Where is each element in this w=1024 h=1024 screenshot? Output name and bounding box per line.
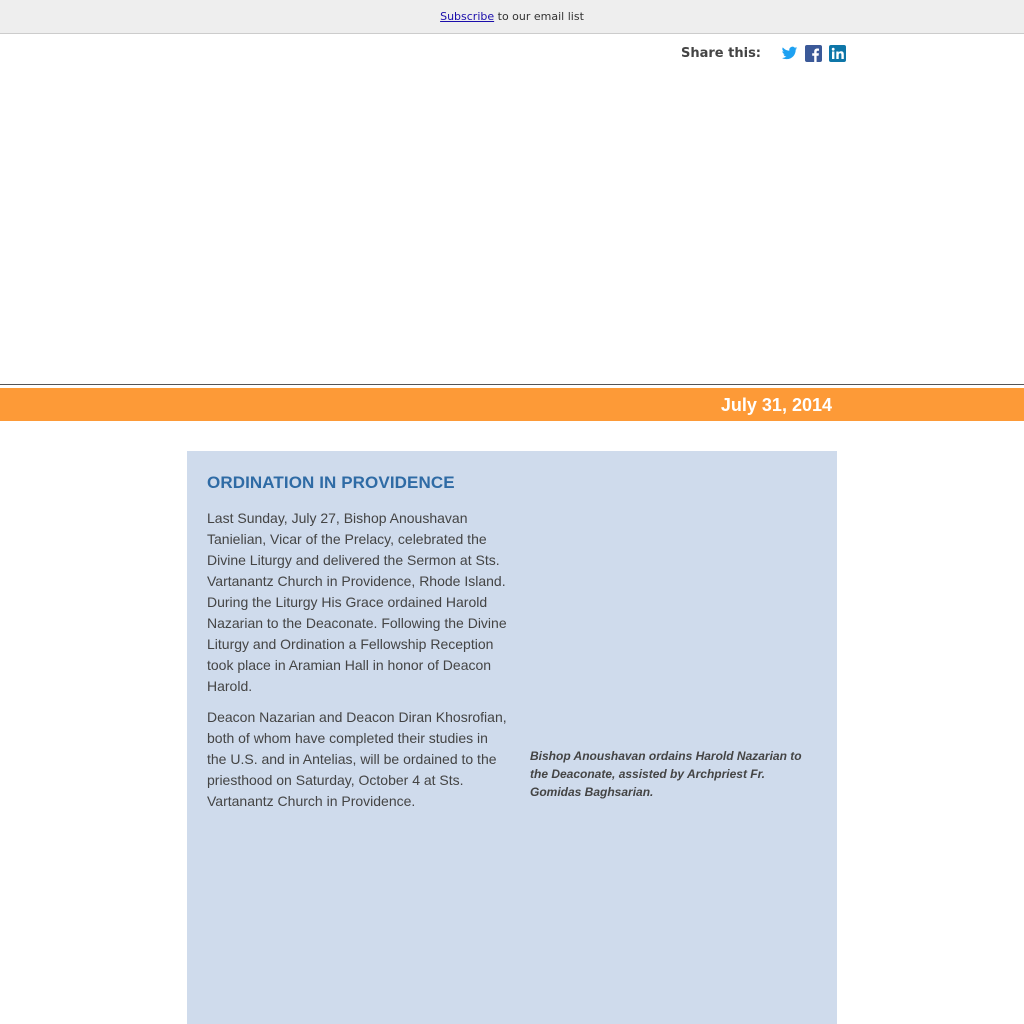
share-label: Share this: [681,45,762,61]
article-paragraph: Deacon Nazarian and Deacon Diran Khosrofian, both of whom have completed their studies in the U.S. and in Antelias, will be ordained to the priesthood on Saturday, October 4 at Sts. Vartanantz Church in Providence. [207,709,507,809]
article-body [207,508,509,822]
subscribe-link[interactable]: Subscribe [440,10,495,23]
date-bar [0,388,1024,421]
photo-caption: Bishop Anoushavan ordains Harold Nazarian to the Deaconate, assisted by Archpriest Fr. Gomidas Baghsarian. [530,749,802,799]
subscribe-bar [0,0,1024,34]
issue-date: July 31, 2014 [720,395,832,415]
share-bar [681,44,846,62]
header-divider [0,384,1024,385]
linkedin-icon[interactable] [829,45,846,62]
twitter-icon[interactable] [781,45,798,62]
subscribe-text: to our email list [494,10,584,23]
article-card [187,451,837,1024]
facebook-icon[interactable] [805,45,822,62]
article-paragraph: Last Sunday, July 27, Bishop Anoushavan Tanielian, Vicar of the Prelacy, celebrated the Divine Liturgy and delivered the Sermon at Sts. Vartanantz Church in Providence, Rhode Island. During the Liturgy His Grace ordained Harold Nazarian to the Deaconate. Following the Divine Liturgy and Ordination a Fellowship Reception took place in Aramian Hall in honor of Deacon Harold. [207,510,507,694]
article-title: ORDINATION IN PROVIDENCE [207,473,455,492]
